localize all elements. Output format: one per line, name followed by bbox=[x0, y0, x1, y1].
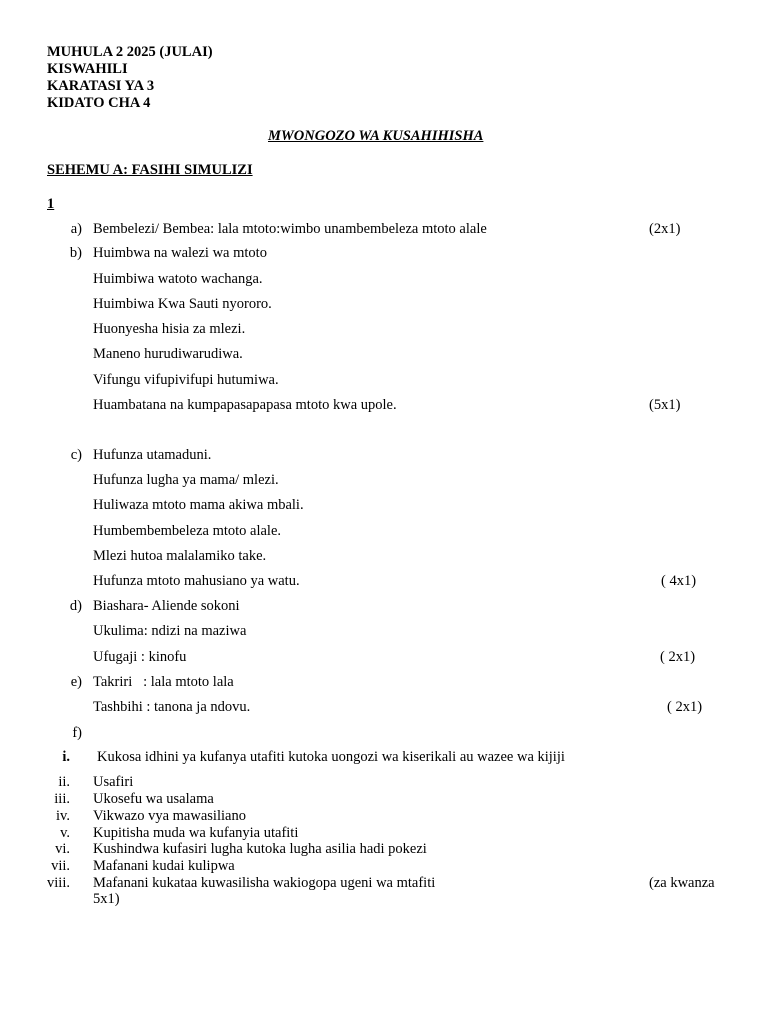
part-f-label: f) bbox=[72, 725, 82, 741]
part-f-item-text: Kushindwa kufasiri lugha kutoka lugha asilia hadi pokezi bbox=[93, 841, 427, 857]
part-f-item-number: iii. bbox=[54, 791, 70, 807]
part-a-text: Bembelezi/ Bembea: lala mtoto:wimbo unambembeleza mtoto alale bbox=[93, 221, 487, 237]
part-c-line: Humbembembeleza mtoto alale. bbox=[93, 523, 282, 539]
section-heading: SEHEMU A: FASIHI SIMULIZI bbox=[47, 162, 253, 178]
part-f-item-number: v. bbox=[60, 825, 70, 841]
header-line-subject: KISWAHILI bbox=[47, 61, 128, 77]
part-c-marks: ( 4x1) bbox=[661, 573, 697, 589]
part-c-line: Mlezi hutoa malalamiko take. bbox=[93, 548, 267, 564]
part-f-item-text: Vikwazo vya mawasiliano bbox=[93, 808, 246, 824]
part-c-label: c) bbox=[70, 447, 82, 463]
part-b-line: Huimbiwa Kwa Sauti nyororo. bbox=[93, 296, 272, 312]
part-f-item-text: Usafiri bbox=[93, 774, 134, 790]
part-f-item-text: Mafanani kudai kulipwa bbox=[93, 858, 235, 874]
part-b-line: Vifungu vifupivifupi hutumiwa. bbox=[93, 372, 279, 388]
header-line-term: MUHULA 2 2025 (JULAI) bbox=[47, 44, 213, 60]
header-line-form: KIDATO CHA 4 bbox=[47, 95, 151, 111]
header-line-paper: KARATASI YA 3 bbox=[47, 78, 155, 94]
part-e-line: Tashbihi : tanona ja ndovu. bbox=[93, 699, 251, 715]
part-a-marks: (2x1) bbox=[649, 221, 681, 237]
part-f-item-number: vi. bbox=[55, 841, 70, 857]
part-f-item-number: viii. bbox=[47, 875, 70, 891]
part-d-line: Biashara- Aliende sokoni bbox=[93, 598, 240, 614]
part-d-line: Ufugaji : kinofu bbox=[93, 649, 187, 665]
part-f-item-number: iv. bbox=[56, 808, 70, 824]
part-c-line: Huliwaza mtoto mama akiwa mbali. bbox=[93, 497, 304, 513]
part-d-marks: ( 2x1) bbox=[660, 649, 696, 665]
part-b-line: Huimbiwa watoto wachanga. bbox=[93, 271, 263, 287]
part-b-marks: (5x1) bbox=[649, 397, 681, 413]
part-d-label: d) bbox=[69, 598, 82, 614]
part-e-line: Takriri : lala mtoto lala bbox=[93, 674, 234, 690]
part-a-label: a) bbox=[70, 221, 82, 237]
document-title: MWONGOZO WA KUSAHIHISHA bbox=[268, 128, 484, 144]
part-b-line: Huambatana na kumpapasapapasa mtoto kwa upole. bbox=[93, 397, 397, 413]
part-f-marks: (za kwanza bbox=[649, 875, 715, 891]
part-f-marks-continued: 5x1) bbox=[93, 891, 120, 907]
part-f-item-text: Kupitisha muda wa kufanyia utafiti bbox=[93, 825, 299, 841]
part-e-marks: ( 2x1) bbox=[667, 699, 703, 715]
part-b-label: b) bbox=[69, 245, 82, 261]
part-d-line: Ukulima: ndizi na maziwa bbox=[93, 623, 247, 639]
part-c-line: Hufunza utamaduni. bbox=[93, 447, 212, 463]
part-f-item-text: Ukosefu wa usalama bbox=[93, 791, 214, 807]
part-f-item-number: vii. bbox=[51, 858, 70, 874]
part-b-line: Huonyesha hisia za mlezi. bbox=[93, 321, 246, 337]
part-c-line: Hufunza lugha ya mama/ mlezi. bbox=[93, 472, 279, 488]
part-b-line: Maneno hurudiwarudiwa. bbox=[93, 346, 243, 362]
part-f-item-number: i. bbox=[62, 749, 70, 765]
part-f-item-text: Mafanani kukataa kuwasilisha wakiogopa ugeni wa mtafiti bbox=[93, 875, 436, 891]
part-f-item-number: ii. bbox=[58, 774, 70, 790]
part-f-item-text: Kukosa idhini ya kufanya utafiti kutoka uongozi wa kiserikali au wazee wa kijiji bbox=[97, 749, 565, 765]
part-c-line: Hufunza mtoto mahusiano ya watu. bbox=[93, 573, 300, 589]
question-number: 1 bbox=[47, 196, 55, 212]
part-b-line: Huimbwa na walezi wa mtoto bbox=[93, 245, 267, 261]
part-e-label: e) bbox=[70, 674, 82, 690]
